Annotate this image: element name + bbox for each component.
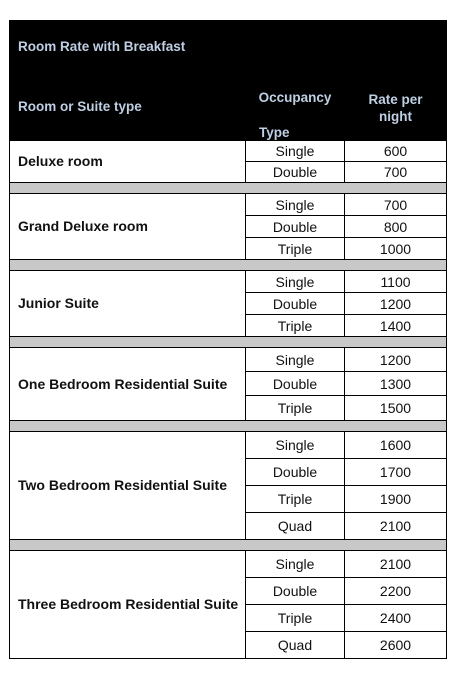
rate-cell: 1200 bbox=[345, 293, 447, 315]
occupancy-cell: Single bbox=[246, 271, 345, 293]
occupancy-cell: Double bbox=[246, 216, 345, 238]
occupancy-cell: Triple bbox=[246, 238, 345, 260]
rate-cell: 1500 bbox=[345, 396, 447, 421]
header-room-type: Room or Suite type bbox=[10, 73, 246, 141]
table-row bbox=[10, 271, 447, 293]
occupancy-cell: Single bbox=[246, 348, 345, 372]
rate-cell: 600 bbox=[345, 141, 447, 162]
room-type-name: Grand Deluxe room bbox=[10, 194, 246, 260]
occupancy-cell: Triple bbox=[246, 315, 345, 337]
rate-cell: 2400 bbox=[345, 605, 447, 632]
header-occupancy-line2: Type bbox=[259, 125, 290, 140]
occupancy-cell: Quad bbox=[246, 513, 345, 540]
group-separator-cell bbox=[10, 260, 447, 271]
room-type-name: Three Bedroom Residential Suite bbox=[10, 551, 246, 659]
rate-cell: 1100 bbox=[345, 271, 447, 293]
table-title: Room Rate with Breakfast bbox=[10, 21, 447, 73]
group-separator-cell bbox=[10, 183, 447, 194]
rate-cell: 1000 bbox=[345, 238, 447, 260]
room-type-name: Junior Suite bbox=[10, 271, 246, 337]
rate-cell: 1200 bbox=[345, 348, 447, 372]
occupancy-cell: Double bbox=[246, 162, 345, 183]
rate-cell: 1900 bbox=[345, 486, 447, 513]
group-separator bbox=[10, 337, 447, 348]
room-type-name: Deluxe room bbox=[10, 141, 246, 183]
occupancy-cell: Double bbox=[246, 459, 345, 486]
room-rate-sheet bbox=[9, 20, 446, 659]
header-rate bbox=[345, 73, 447, 141]
occupancy-cell: Single bbox=[246, 141, 345, 162]
group-separator-cell bbox=[10, 540, 447, 551]
room-type-name: Two Bedroom Residential Suite bbox=[10, 432, 246, 540]
occupancy-cell: Double bbox=[246, 578, 345, 605]
group-separator bbox=[10, 183, 447, 194]
room-rate-table bbox=[9, 20, 447, 659]
group-separator-cell bbox=[10, 421, 447, 432]
table-row bbox=[10, 141, 447, 162]
occupancy-cell: Quad bbox=[246, 632, 345, 659]
occupancy-cell: Single bbox=[246, 194, 345, 216]
table-row bbox=[10, 551, 447, 578]
occupancy-cell: Triple bbox=[246, 486, 345, 513]
rate-cell: 1600 bbox=[345, 432, 447, 459]
rate-cell: 700 bbox=[345, 194, 447, 216]
group-separator-cell bbox=[10, 337, 447, 348]
occupancy-cell: Double bbox=[246, 293, 345, 315]
table-title-row bbox=[10, 21, 447, 73]
table-row bbox=[10, 432, 447, 459]
rate-cell: 1300 bbox=[345, 372, 447, 396]
rate-cell: 2100 bbox=[345, 513, 447, 540]
group-separator bbox=[10, 260, 447, 271]
occupancy-cell: Triple bbox=[246, 605, 345, 632]
occupancy-cell: Triple bbox=[246, 396, 345, 421]
rate-cell: 1700 bbox=[345, 459, 447, 486]
occupancy-cell: Single bbox=[246, 432, 345, 459]
header-rate-line1: Rate per bbox=[368, 91, 423, 107]
group-separator bbox=[10, 540, 447, 551]
rate-cell: 2100 bbox=[345, 551, 447, 578]
table-row bbox=[10, 348, 447, 372]
rate-cell: 2200 bbox=[345, 578, 447, 605]
table-row bbox=[10, 194, 447, 216]
rate-cell: 800 bbox=[345, 216, 447, 238]
occupancy-cell: Single bbox=[246, 551, 345, 578]
header-occupancy bbox=[246, 73, 345, 141]
group-separator bbox=[10, 421, 447, 432]
rate-cell: 700 bbox=[345, 162, 447, 183]
occupancy-cell: Double bbox=[246, 372, 345, 396]
rate-cell: 1400 bbox=[345, 315, 447, 337]
header-rate-line2: night bbox=[379, 108, 412, 124]
column-header-row bbox=[10, 73, 447, 141]
room-type-name: One Bedroom Residential Suite bbox=[10, 348, 246, 421]
header-occupancy-line1: Occupancy bbox=[258, 90, 332, 105]
rate-cell: 2600 bbox=[345, 632, 447, 659]
